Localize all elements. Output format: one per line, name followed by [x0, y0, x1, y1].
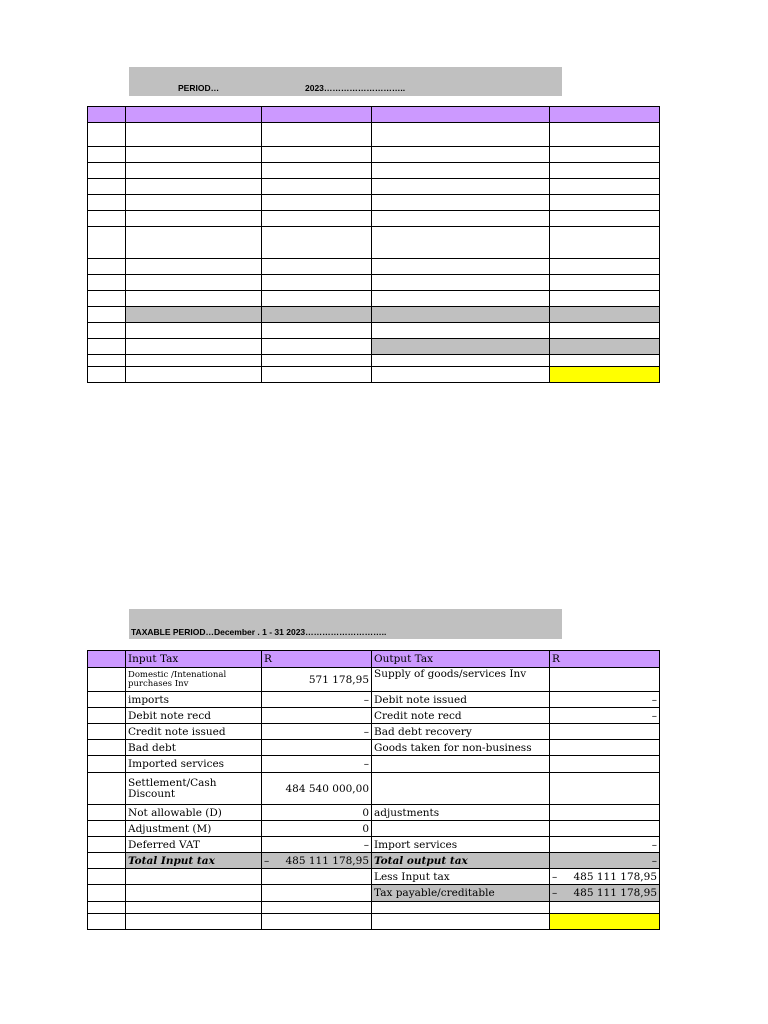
payable-row: [88, 339, 660, 355]
input-label[interactable]: imports: [126, 692, 262, 708]
highlight-cell[interactable]: [550, 367, 660, 383]
input-label[interactable]: Credit note issued: [126, 724, 262, 740]
total-input-sign: –: [264, 854, 270, 867]
output-label[interactable]: [372, 773, 550, 805]
tax-payable-value: 485 111 178,95: [573, 887, 657, 899]
output-value[interactable]: –: [550, 837, 660, 853]
input-label[interactable]: Settlement/Cash Discount: [126, 773, 262, 805]
input-value[interactable]: –: [262, 756, 372, 773]
tax-payable-label[interactable]: Tax payable/creditable: [372, 885, 550, 902]
less-input-label[interactable]: Less Input tax: [372, 869, 550, 885]
year-label: 2023………………………..: [305, 83, 406, 93]
output-value[interactable]: [550, 740, 660, 756]
input-label[interactable]: Not allowable (D): [126, 805, 262, 821]
input-value[interactable]: –: [262, 724, 372, 740]
table-row: [88, 756, 660, 773]
table-row: [88, 805, 660, 821]
output-value[interactable]: [550, 724, 660, 740]
output-value[interactable]: [550, 756, 660, 773]
output-label[interactable]: [372, 821, 550, 837]
input-label[interactable]: Domestic /Intenational purchases Inv: [126, 668, 262, 692]
total-row: [88, 307, 660, 323]
less-input-cell[interactable]: [550, 869, 660, 885]
output-value[interactable]: –: [550, 708, 660, 724]
input-label[interactable]: Adjustment (M): [126, 821, 262, 837]
output-tax-header[interactable]: Output Tax: [372, 651, 550, 668]
table-row: [88, 367, 660, 383]
input-value[interactable]: 484 540 000,00: [262, 773, 372, 805]
total-output-label[interactable]: Total output tax: [372, 853, 550, 869]
table-row: [88, 195, 660, 211]
table-row: [88, 291, 660, 307]
input-value[interactable]: [262, 740, 372, 756]
sheet2-period-banner: [129, 609, 562, 639]
period-label: PERIOD…: [178, 83, 220, 93]
output-value[interactable]: [550, 821, 660, 837]
input-value[interactable]: 0: [262, 821, 372, 837]
payable-row: [88, 885, 660, 902]
input-value[interactable]: –: [262, 692, 372, 708]
table-row: [88, 902, 660, 914]
output-label[interactable]: Import services: [372, 837, 550, 853]
table-row: [88, 123, 660, 147]
output-label[interactable]: Bad debt recovery: [372, 724, 550, 740]
output-label[interactable]: adjustments: [372, 805, 550, 821]
table-row: [88, 323, 660, 339]
r-header-input[interactable]: R: [262, 651, 372, 668]
total-input-cell[interactable]: [262, 853, 372, 869]
output-label[interactable]: Credit note recd: [372, 708, 550, 724]
less-input-row: [88, 869, 660, 885]
table-row: [88, 692, 660, 708]
input-label[interactable]: Imported services: [126, 756, 262, 773]
table-row: [88, 724, 660, 740]
tax-payable-cell[interactable]: [550, 885, 660, 902]
table-row: [88, 708, 660, 724]
less-input-sign: –: [552, 870, 558, 883]
output-label[interactable]: [372, 756, 550, 773]
input-value[interactable]: –: [262, 837, 372, 853]
output-value[interactable]: [550, 668, 660, 692]
table-row: [88, 914, 660, 930]
total-input-label[interactable]: Total Input tax: [126, 853, 262, 869]
output-value[interactable]: [550, 773, 660, 805]
sheet1-table: [87, 106, 660, 383]
table-row: [88, 211, 660, 227]
table-row: [88, 227, 660, 259]
input-label[interactable]: Deferred VAT: [126, 837, 262, 853]
table-row: [88, 355, 660, 367]
input-label[interactable]: Debit note recd: [126, 708, 262, 724]
input-label[interactable]: Bad debt: [126, 740, 262, 756]
header-row: [88, 107, 660, 123]
highlight-cell[interactable]: [550, 914, 660, 930]
sheet1-period-banner: [129, 67, 562, 96]
table-row: [88, 668, 660, 692]
output-label[interactable]: Supply of goods/services Inv: [372, 668, 550, 692]
input-tax-header[interactable]: Input Tax: [126, 651, 262, 668]
table-row: [88, 740, 660, 756]
output-value[interactable]: –: [550, 692, 660, 708]
total-input-value: 485 111 178,95: [285, 854, 369, 867]
input-value[interactable]: 0: [262, 805, 372, 821]
output-label[interactable]: Debit note issued: [372, 692, 550, 708]
r-header-output[interactable]: R: [550, 651, 660, 668]
table-row: [88, 773, 660, 805]
output-value[interactable]: [550, 805, 660, 821]
table-row: [88, 147, 660, 163]
table-row: [88, 259, 660, 275]
input-value[interactable]: [262, 708, 372, 724]
table-row: [88, 179, 660, 195]
table-row: [88, 821, 660, 837]
input-value[interactable]: 571 178,95: [262, 668, 372, 692]
total-output-value[interactable]: –: [550, 853, 660, 869]
output-label[interactable]: Goods taken for non-business: [372, 740, 550, 756]
sheet2-table: [87, 650, 660, 930]
tax-payable-sign: –: [552, 887, 558, 899]
table-row: [88, 163, 660, 179]
total-row: [88, 853, 660, 869]
table-row: [88, 275, 660, 291]
header-row: [88, 651, 660, 668]
less-input-value: 485 111 178,95: [573, 870, 657, 883]
table-row: [88, 837, 660, 853]
taxable-period-title: TAXABLE PERIOD…December . 1 - 31 2023………………………..: [131, 627, 387, 637]
